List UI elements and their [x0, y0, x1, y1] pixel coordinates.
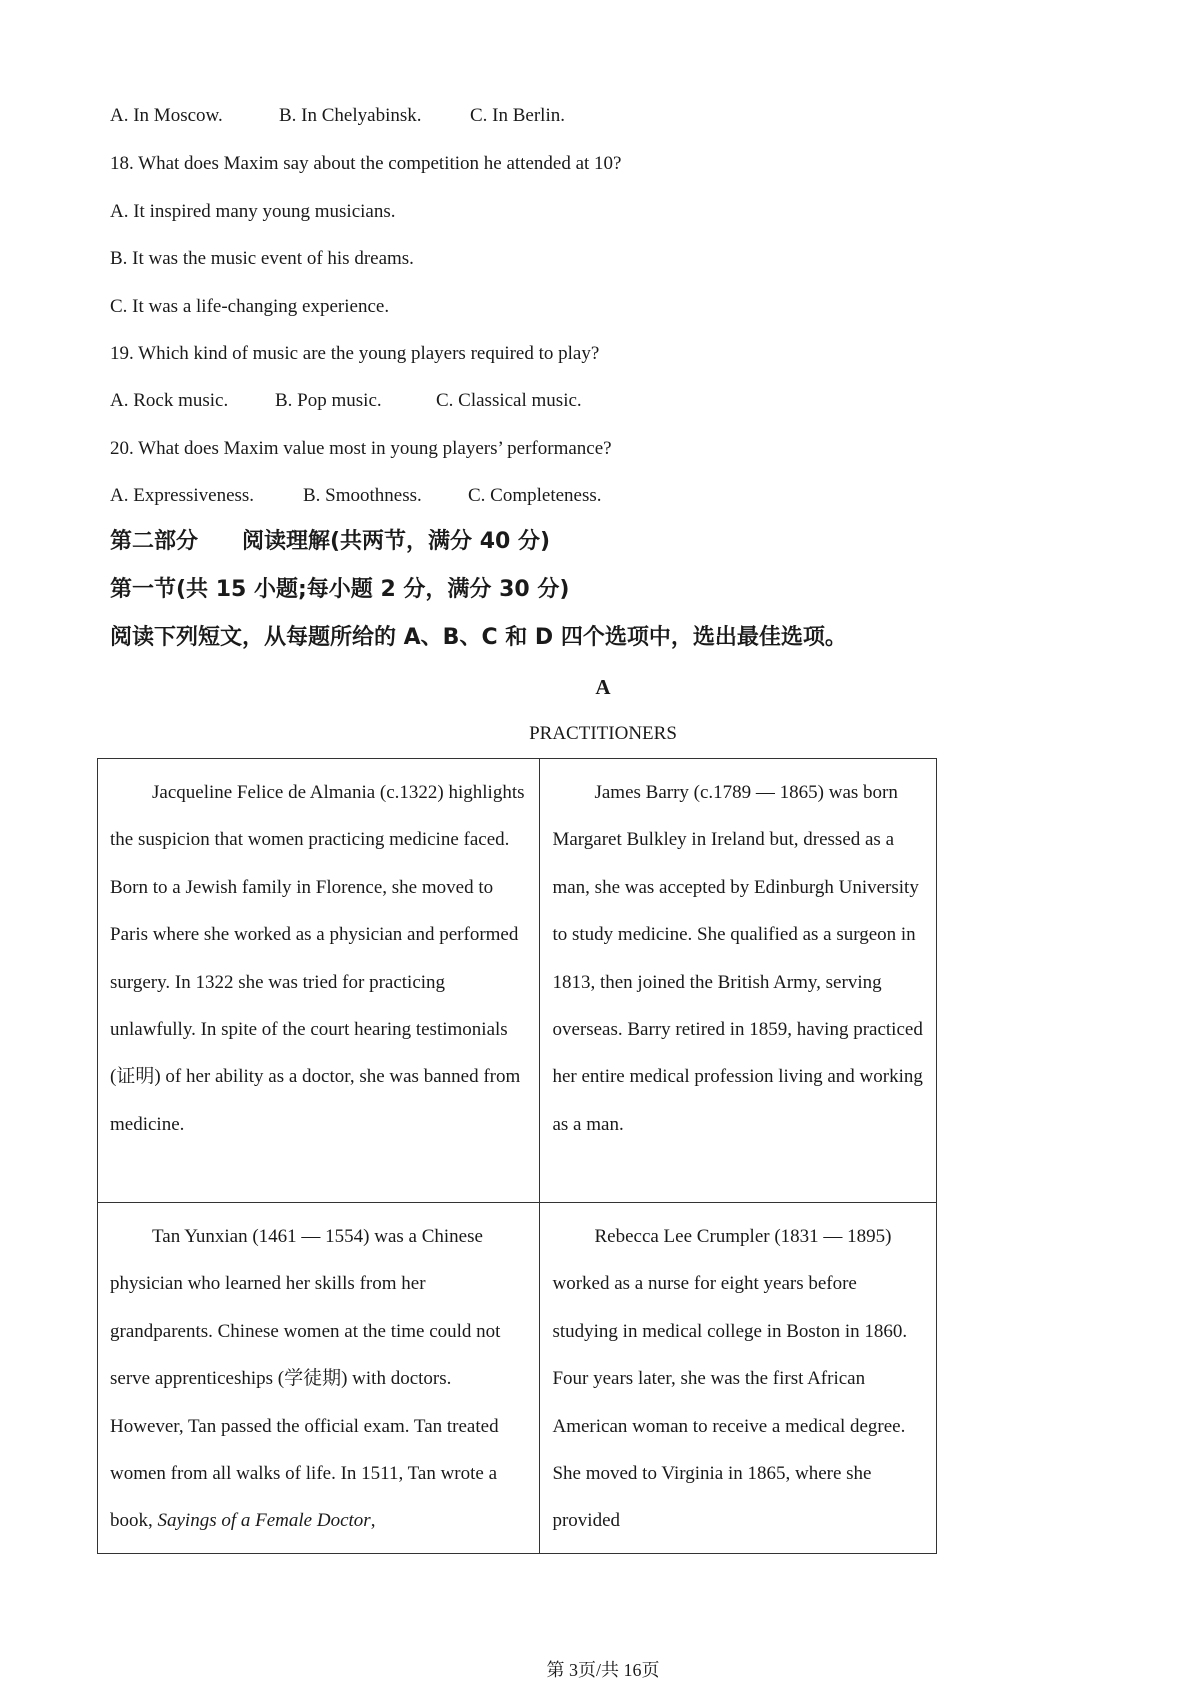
cell-crumpler: Rebecca Lee Crumpler (1831 — 1895) worked as a nurse for eight years before studying in medical college in Boston in 1860. Four years later, she was the first African American woman to receive a medical degree. She moved to Virginia in 1865, where she provided	[540, 1203, 937, 1554]
passage-label: A	[595, 675, 611, 699]
cell-tan-tail: ,	[370, 1510, 376, 1532]
instruction: 阅读下列短文，从每题所给的 A、B、C 和 D 四个选项中，选出最佳选项。	[110, 625, 847, 650]
q20-option-c: C. Completeness.	[468, 485, 602, 506]
q20-question: 20. What does Maxim value most in young players’ performance?	[110, 438, 612, 459]
cell-almania: Jacqueline Felice de Almania (c.1322) highlights the suspicion that women practicing medicine faced. Born to a Jewish family in Florence, she moved to Paris where she worked as a physician and performed surgery. In 1322 she was tried for practicing unlawfully. In spite of the court hearing testimonials (证明) of her ability as a doctor, she was banned from medicine.	[98, 759, 540, 1203]
cell-tan	[98, 1203, 540, 1554]
q17-option-c: C. In Berlin.	[470, 105, 565, 126]
q18-option-a: A. It inspired many young musicians.	[110, 201, 396, 222]
section1-heading: 第一节(共 15 小题;每小题 2 分，满分 30 分)	[110, 577, 570, 602]
q18-question: 18. What does Maxim say about the competition he attended at 10?	[110, 153, 622, 174]
book-title: Sayings of a Female Doctor	[157, 1510, 371, 1532]
page-footer: 第 3页/共 16页	[546, 1660, 660, 1680]
passage-title: PRACTITIONERS	[529, 723, 677, 744]
q20-option-a: A. Expressiveness.	[110, 485, 255, 506]
q19-option-a: A. Rock music.	[110, 390, 229, 411]
q18-option-c: C. It was a life-changing experience.	[110, 296, 390, 317]
q17-option-b: B. In Chelyabinsk.	[279, 105, 422, 126]
cell-barry: James Barry (c.1789 — 1865) was born Margaret Bulkley in Ireland but, dressed as a man, she was accepted by Edinburgh University to study medicine. She qualified as a surgeon in 1813, then joined the British Army, serving overseas. Barry retired in 1859, having practiced her entire medical profession living and working as a man.	[540, 759, 937, 1203]
q19-option-b: B. Pop music.	[275, 390, 382, 411]
part2-heading: 第二部分 阅读理解(共两节，满分 40 分)	[110, 529, 551, 554]
q17-option-a: A. In Moscow.	[110, 105, 223, 126]
cell-tan-text: Tan Yunxian (1461 — 1554) was a Chinese physician who learned her skills from her grandparents. Chinese women at the time could not serve apprenticeships (学徒期) with doctors. However, Tan passed the official exam. Tan treated women from all walks of life. In 1511, Tan wrote a book,	[110, 1226, 501, 1532]
q19-option-c: C. Classical music.	[436, 390, 582, 411]
q19-question: 19. Which kind of music are the young players required to play?	[110, 343, 600, 364]
q20-option-b: B. Smoothness.	[303, 485, 422, 506]
q18-option-b: B. It was the music event of his dreams.	[110, 248, 414, 269]
practitioners-table	[97, 758, 937, 1554]
